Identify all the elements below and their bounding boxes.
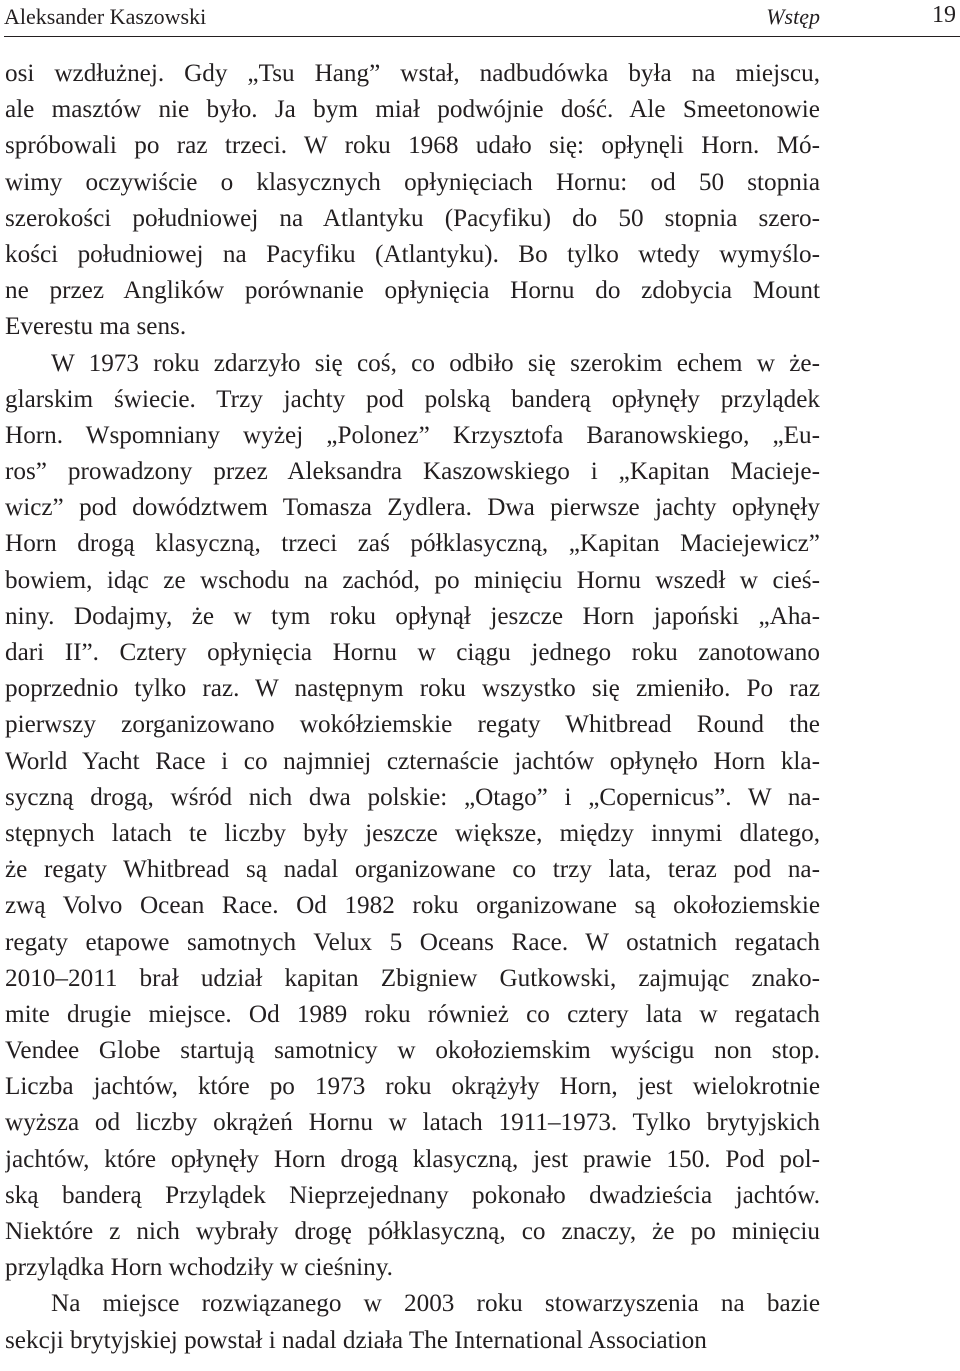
text-line: Horn. Wspomniany wyżej „Polonez” Krzysztofa Baranowskiego, „Eu- xyxy=(5,421,820,449)
text-line: ską banderą Przylądek Nieprzejednany pokonało dwadzieścia jachtów. xyxy=(5,1181,820,1209)
text-line: mite drugie miejsce. Od 1989 roku również co cztery lata w regatach xyxy=(5,1000,820,1028)
text-line: wyższa od liczby okrążeń Hornu w latach 1911–1973. Tylko brytyjskich xyxy=(5,1109,820,1137)
text-line: ne przez Anglików porównanie opłynięcia Hornu do zdobycia Mount xyxy=(5,277,820,305)
text-line: poprzednio tylko raz. W następnym roku wszystko się zmieniło. Po raz xyxy=(5,675,820,703)
header-rule xyxy=(4,36,960,37)
paragraph xyxy=(5,1286,820,1358)
text-line: ale masztów nie było. Ja bym miał podwójnie dość. Ale Smeetonowie xyxy=(5,96,820,124)
text-line: osi wzdłużnej. Gdy „Tsu Hang” wstał, nadbudówka była na miejscu, xyxy=(5,60,820,87)
text-line: jachtów, które opłynęły Horn drogą klasyczną, jest prawie 150. Pod pol- xyxy=(5,1145,820,1173)
text-line: niny. Dodajmy, że w tym roku opłynął jeszcze Horn japoński „Aha- xyxy=(5,602,820,630)
text-line: ros” prowadzony przez Aleksandra Kaszowskiego i „Kapitan Macieje- xyxy=(5,458,820,486)
text-line: Vendee Globe startują samotnicy w okołoziemskim wyścigu non stop. xyxy=(5,1037,820,1065)
text-line: sekcji brytyjskiej powstał i nadal działa The International Association xyxy=(5,1326,707,1354)
page-number: 19 xyxy=(932,2,956,28)
text-line: regaty etapowe samotnych Velux 5 Oceans Race. W ostatnich regatach xyxy=(5,928,820,956)
text-line: wicz” pod dowództwem Tomasza Zydlera. Dwa pierwsze jachty opłynęły xyxy=(5,494,820,522)
text-line: Everestu ma sens. xyxy=(5,313,187,341)
text-line: glarskim świecie. Trzy jachty pod polską banderą opłynęły przylądek xyxy=(5,385,820,413)
text-line: szerokości południowej na Atlantyku (Pacyfiku) do 50 stopnia szero- xyxy=(5,204,820,232)
text-line: 2010–2011 brał udział kapitan Zbigniew Gutkowski, zajmując znako- xyxy=(5,964,820,992)
text-line: że regaty Whitbread są nadal organizowane co trzy lata, teraz pod na- xyxy=(5,856,820,884)
text-line: syczną drogą, wśród nich dwa polskie: „Otago” i „Copernicus”. W na- xyxy=(5,783,820,811)
text-line: Niektóre z nich wybrały drogę półklasyczną, co znaczy, że po minięciu xyxy=(5,1218,820,1245)
text-line: Horn drogą klasyczną, trzeci zaś półklasyczną, „Kapitan Maciejewicz” xyxy=(5,530,820,558)
running-head-section: Wstęp xyxy=(766,4,820,29)
text-line: W 1973 roku zdarzyło się coś, co odbiło się szerokim echem w że- xyxy=(51,349,820,377)
text-line: wimy oczywiście o klasycznych opłynięciach Hornu: od 50 stopnia xyxy=(5,168,820,196)
text-line: bowiem, idąc ze wschodu na zachód, po minięciu Hornu wszedł w cieś- xyxy=(5,566,820,594)
text-line: dari II”. Cztery opłynięcia Hornu w ciągu jednego roku zanotowano xyxy=(5,639,820,666)
body-text xyxy=(5,56,820,1359)
text-line: Na miejsce rozwiązanego w 2003 roku stowarzyszenia na bazie xyxy=(51,1290,820,1318)
text-line: stępnych latach te liczby były jeszcze większe, między innymi dlatego, xyxy=(5,819,820,847)
text-line: Liczba jachtów, które po 1973 roku okrążyły Horn, jest wielokrotnie xyxy=(5,1073,820,1101)
text-line: zwą Volvo Ocean Race. Od 1982 roku organizowane są okołoziemskie xyxy=(5,892,820,920)
running-head-author: Aleksander Kaszowski xyxy=(4,4,207,29)
page-header xyxy=(4,0,960,36)
text-line: przylądka Horn wchodziły w cieśniny. xyxy=(5,1254,393,1282)
paragraph xyxy=(5,346,820,1287)
text-line: pierwszy zorganizowano wokółziemskie regaty Whitbread Round the xyxy=(5,711,820,739)
text-line: World Yacht Race i co najmniej czternaście jachtów opłynęło Horn kla- xyxy=(5,747,820,775)
text-line: kości południowej na Pacyfiku (Atlantyku). Bo tylko wtedy wymyślo- xyxy=(5,240,820,268)
text-line: spróbowali po raz trzeci. W roku 1968 udało się: opłynęli Horn. Mó- xyxy=(5,132,820,160)
paragraph xyxy=(5,56,820,346)
